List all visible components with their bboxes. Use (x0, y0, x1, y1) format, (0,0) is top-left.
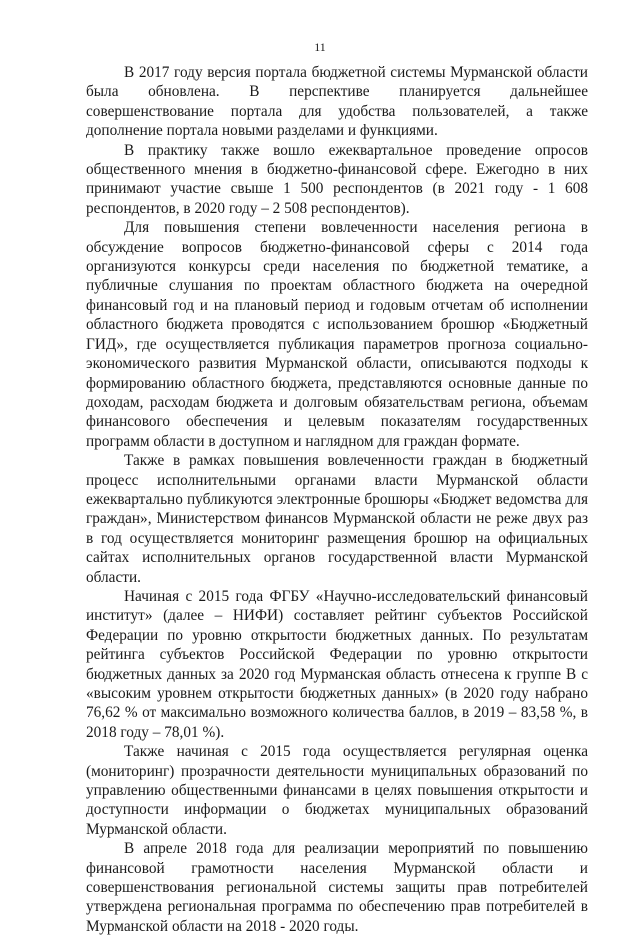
document-body (86, 63, 588, 936)
paragraph: Начиная с 2015 года ФГБУ «Научно-исследовательский финансовый институт» (далее – НИФИ) составляет рейтинг субъектов Российской Федерации по уровню открытости бюджетных данных. По результатам рейтинга субъектов Российской Федерации по уровню открытости бюджетных данных за 2020 год Мурманская область отнесена к группе В с «высоким уровнем открытости бюджетных данных» (в 2020 году набрано 76,62 % от максимально возможного количества баллов, в 2019 – 83,58 %, в 2018 году – 78,01 %). (86, 587, 588, 741)
paragraph: Также в рамках повышения вовлеченности граждан в бюджетный процесс исполнительными органами власти Мурманской области ежеквартально публикуются электронные брошюры «Бюджет ведомства для граждан», Министерством финансов Мурманской области не реже двух раз в год осуществляется мониторинг размещения брошюр на официальных сайтах исполнительных органов государственной власти Мурманской области. (86, 452, 588, 586)
paragraph: Также начиная с 2015 года осуществляется регулярная оценка (мониторинг) прозрачности деятельности муниципальных образований по управлению общественными финансами в целях повышения открытости и доступности информации о бюджетах муниципальных образований Мурманской области. (86, 743, 588, 838)
paragraph: Для повышения степени вовлеченности населения региона в обсуждение вопросов бюджетно-финансовой сферы с 2014 года организуются конкурсы среди населения по бюджетной тематике, а публичные слушания по проектам областного бюджета на очередной финансовый год и на плановый период и годовым отчетам об исполнении областного бюджета проводятся с использованием брошюр «Бюджетный ГИД», где осуществляется публикация параметров прогноза социально-экономического развития Мурманской области, описываются подходы к формированию областного бюджета, представляются основные данные по доходам, расходам бюджета и долговым обязательствам региона, объемам финансового обеспечения и целевым показателям государственных программ области в доступном и наглядном для граждан формате. (86, 219, 588, 450)
paragraph: В 2017 году версия портала бюджетной системы Мурманской области была обновлена. В перспективе планируется дальнейшее совершенствование портала для удобства пользователей, а также дополнение портала новыми разделами и функциями. (86, 64, 588, 140)
paragraph: В апреле 2018 года для реализации мероприятий по повышению финансовой грамотности населения Мурманской области и совершенствования региональной системы защиты прав потребителей утверждена региональная программа по обеспечению прав потребителей в Мурманской области на 2018 - 2020 годы. (86, 840, 588, 935)
page-number: 11 (314, 40, 326, 54)
paragraph: В практику также вошло ежеквартальное проведение опросов общественного мнения в бюджетно-финансовой сфере. Ежегодно в них принимают участие свыше 1 500 респондентов (в 2021 году - 1 608 респондентов, в 2020 году – 2 508 респондентов). (86, 141, 588, 217)
